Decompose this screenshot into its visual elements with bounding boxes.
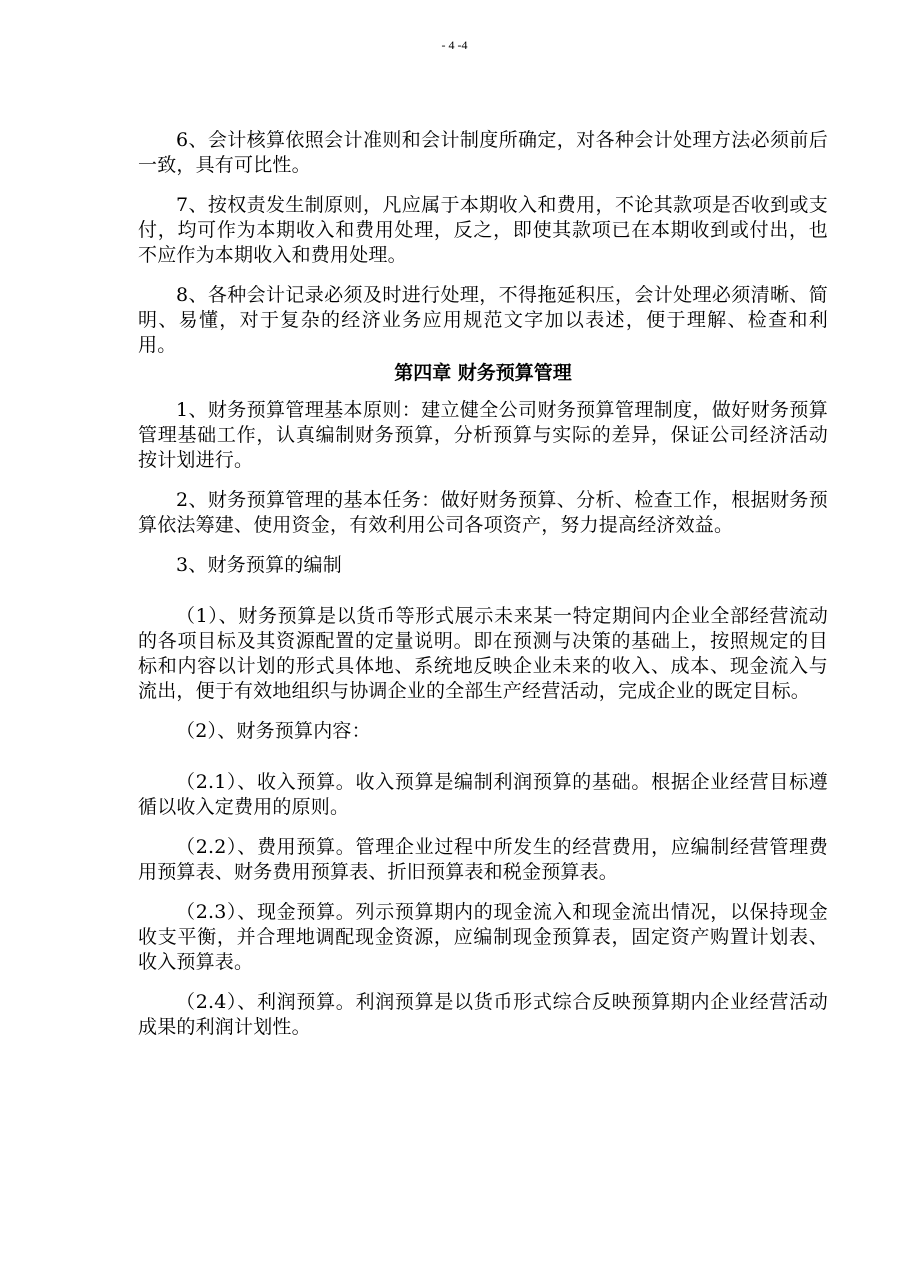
paragraph-8: 8、各种会计记录必须及时进行处理，不得拖延积压，会计处理必须清晰、简明、易懂，对于复杂的经济业务应用规范文字加以表述，便于理解、检查和利用。 [138, 284, 828, 356]
paragraph-6: 6、会计核算依照会计准则和会计制度所确定，对各种会计处理方法必须前后一致，具有可比性。 [138, 129, 828, 176]
paragraph-principles: 1、财务预算管理基本原则：建立健全公司财务预算管理制度，做好财务预算管理基础工作，认真编制财务预算，分析预算与实际的差异，保证公司经济活动按计划进行。 [138, 399, 828, 471]
paragraph-budget-definition: （1）、财务预算是以货币等形式展示未来某一特定期间内企业全部经营流动的各项目标及其资源配置的定量说明。即在预测与决策的基础上，按照规定的目标和内容以计划的形式具体地、系统地反映企业未来的收入、成本、现金流入与流出，便于有效地组织与协调企业的全部生产经营活动，完成企业的既定目标。 [138, 605, 828, 702]
paragraph-tasks: 2、财务预算管理的基本任务：做好财务预算、分析、检查工作，根据财务预算依法筹建、使用资金，有效利用公司各项资产，努力提高经济效益。 [138, 489, 828, 536]
paragraph-income-budget: （2.1）、收入预算。收入预算是编制利润预算的基础。根据企业经营目标遵循以收入定费用的原则。 [138, 771, 828, 818]
paragraph-budget-content: （2）、财务预算内容： [176, 720, 371, 742]
paragraph-cash-budget: （2.3）、现金预算。列示预算期内的现金流入和现金流出情况，以保持现金收支平衡，并合理地调配现金资源，应编制现金预算表，固定资产购置计划表、收入预算表。 [138, 901, 828, 973]
chapter-title: 第四章 财务预算管理 [394, 362, 572, 384]
paragraph-budget-preparation: 3、财务预算的编制 [176, 554, 342, 576]
paragraph-expense-budget: （2.2）、费用预算。管理企业过程中所发生的经营费用，应编制经营管理费用预算表、财务费用预算表、折旧预算表和税金预算表。 [138, 836, 828, 883]
paragraph-7: 7、按权责发生制原则，凡应属于本期收入和费用，不论其款项是否收到或支付，均可作为本期收入和费用处理，反之，即使其款项已在本期收到或付出，也不应作为本期收入和费用处理。 [138, 194, 828, 266]
paragraph-profit-budget: （2.4）、利润预算。利润预算是以货币形式综合反映预算期内企业经营活动成果的利润计划性。 [138, 991, 828, 1038]
document-body [138, 128, 828, 1055]
page-number: - 4 -4 [441, 38, 468, 52]
